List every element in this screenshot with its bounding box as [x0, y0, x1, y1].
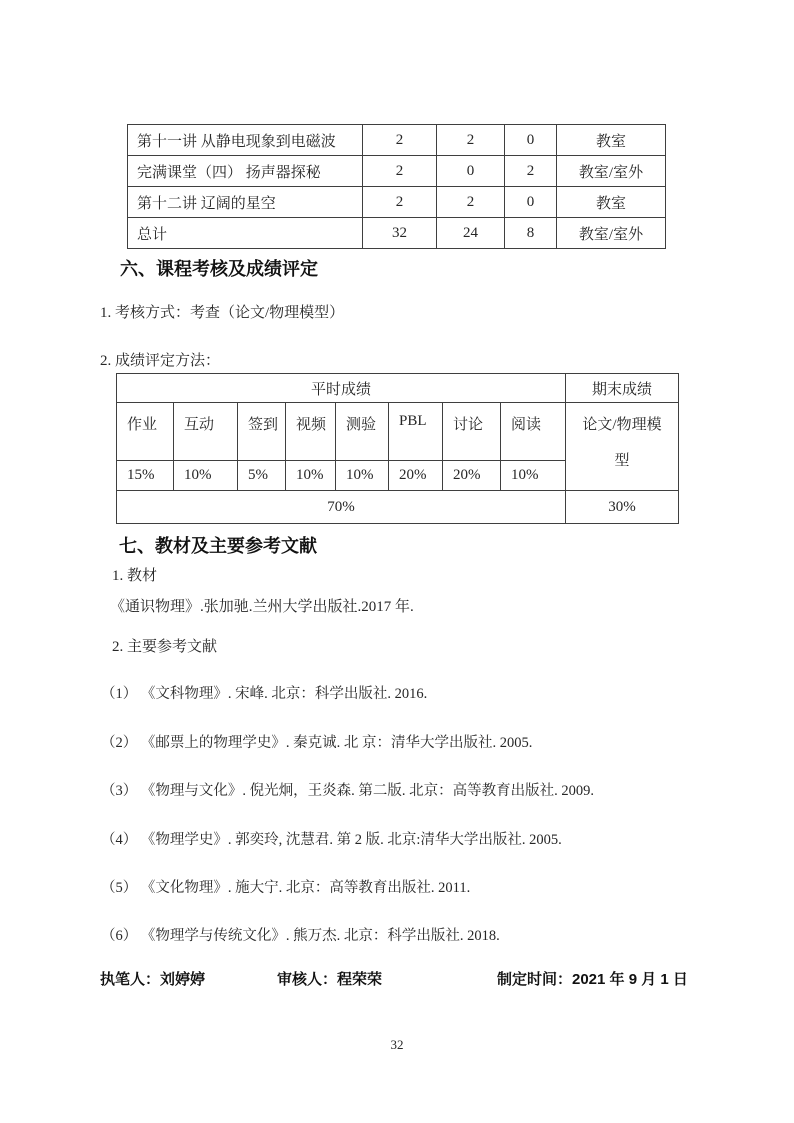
practice-hours-cell: 2: [505, 156, 557, 187]
author-field: 执笔人：刘婷婷: [100, 971, 206, 988]
category-cell: PBL: [389, 403, 443, 461]
percent-cell: 20%: [389, 461, 443, 491]
schedule-table: [127, 124, 666, 249]
section-assessment-title: 六、课程考核及成绩评定: [120, 259, 318, 279]
final-assessment-cell: [566, 403, 679, 491]
usual-grade-header-cell: 平时成绩: [117, 374, 566, 403]
final-total-cell: 30%: [566, 491, 679, 524]
grade-category-row: [117, 403, 679, 461]
page-number: 32: [390, 1037, 404, 1052]
percent-cell: 10%: [174, 461, 238, 491]
total-hours-cell: 2: [363, 125, 437, 156]
percent-cell: 15%: [117, 461, 174, 491]
category-cell: 讨论: [443, 403, 501, 461]
references-label: 2. 主要参考文献: [112, 639, 218, 655]
usual-total-cell: 70%: [117, 491, 566, 524]
grading-method-line: 2. 成绩评定方法：: [100, 353, 221, 369]
grade-header-row: [117, 374, 679, 403]
document-footer: [0, 968, 794, 990]
total-hours-cell: 2: [363, 187, 437, 218]
schedule-row: [128, 125, 666, 156]
category-cell: 测验: [336, 403, 389, 461]
practice-hours-cell: 0: [505, 125, 557, 156]
lecture-hours-cell: 2: [437, 187, 505, 218]
lecture-title-cell: 第十一讲 从静电现象到电磁波: [128, 125, 363, 156]
category-cell: 作业: [117, 403, 174, 461]
grade-table: [116, 373, 679, 524]
schedule-total-row: [128, 218, 666, 249]
lecture-hours-cell: 0: [437, 156, 505, 187]
section-materials-title: 七、教材及主要参考文献: [119, 536, 317, 556]
textbook-entry: 《通识物理》.张加驰.兰州大学出版社.2017 年.: [110, 599, 414, 615]
textbook-label: 1. 教材: [112, 568, 158, 584]
reference-item: （3） 《物理与文化》. 倪光炯，王炎森. 第二版. 北京：高等教育出版社. 2009.: [101, 783, 594, 799]
schedule-row: [128, 156, 666, 187]
percent-cell: 20%: [443, 461, 501, 491]
total-hours-cell: 32: [363, 218, 437, 249]
assessment-method-line: 1. 考核方式：考查（论文/物理模型）: [100, 305, 345, 321]
percent-cell: 10%: [501, 461, 566, 491]
category-cell: 视频: [286, 403, 336, 461]
category-cell: 签到: [238, 403, 286, 461]
date-field: 制定时间：2021 年 9 月 1 日: [497, 971, 688, 988]
total-hours-cell: 2: [363, 156, 437, 187]
reviewer-field: 审核人：程荣荣: [277, 971, 383, 988]
reference-item: （2） 《邮票上的物理学史》. 秦克诚. 北 京：清华大学出版社. 2005.: [101, 735, 533, 751]
practice-hours-cell: 0: [505, 187, 557, 218]
percent-cell: 5%: [238, 461, 286, 491]
lecture-title-cell: 第十二讲 辽阔的星空: [128, 187, 363, 218]
percent-cell: 10%: [336, 461, 389, 491]
grade-total-row: [117, 491, 679, 524]
final-grade-header-cell: 期末成绩: [566, 374, 679, 403]
location-cell: 教室/室外: [557, 156, 666, 187]
schedule-row: [128, 187, 666, 218]
location-cell: 教室: [557, 187, 666, 218]
location-cell: 教室: [557, 125, 666, 156]
lecture-title-cell: 完满课堂（四） 扬声器探秘: [128, 156, 363, 187]
total-label-cell: 总计: [128, 218, 363, 249]
reference-item: （5） 《文化物理》. 施大宁. 北京：高等教育出版社. 2011.: [101, 880, 471, 896]
category-cell: 阅读: [501, 403, 566, 461]
practice-hours-cell: 8: [505, 218, 557, 249]
percent-cell: 10%: [286, 461, 336, 491]
category-cell: 互动: [174, 403, 238, 461]
reference-item: （6） 《物理学与传统文化》. 熊万杰. 北京：科学出版社. 2018.: [101, 928, 500, 944]
location-cell: 教室/室外: [557, 218, 666, 249]
reference-item: （1） 《文科物理》. 宋峰. 北京：科学出版社. 2016.: [101, 686, 428, 702]
lecture-hours-cell: 24: [437, 218, 505, 249]
reference-item: （4） 《物理学史》. 郭奕玲, 沈慧君. 第 2 版. 北京:清华大学出版社. 2005.: [101, 832, 562, 848]
lecture-hours-cell: 2: [437, 125, 505, 156]
final-assessment-label: 论文/物理模型: [582, 417, 662, 469]
